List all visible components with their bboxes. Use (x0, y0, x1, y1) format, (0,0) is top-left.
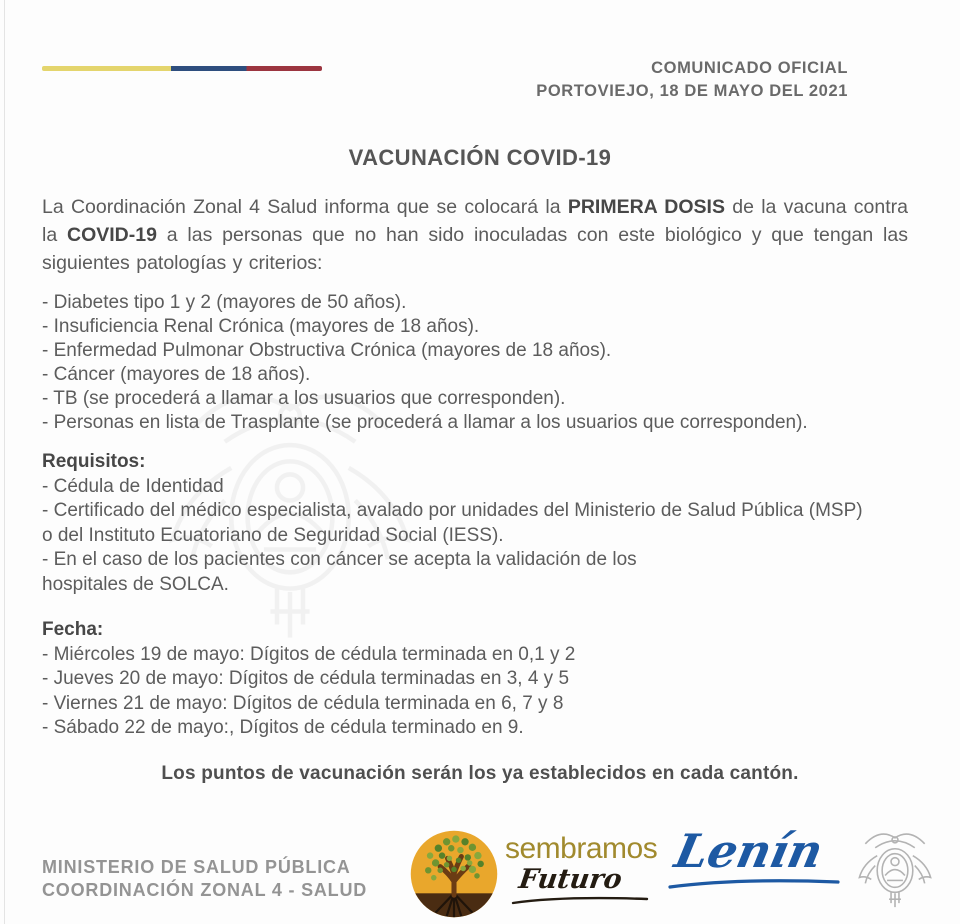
requisitos-section (42, 450, 863, 597)
pathology-item: - Personas en lista de Trasplante (se procederá a llamar a los usuarios que corresponden). (42, 412, 808, 433)
intro-paragraph (42, 193, 908, 277)
sembramos-wordmark: sembramos (505, 832, 658, 865)
lenin-signature (668, 826, 848, 890)
intro-text-1: La Coordinación Zonal 4 Salud informa que se colocará la (42, 196, 568, 218)
fecha-section (42, 618, 575, 741)
lenin-wordmark: Lenín (670, 824, 828, 878)
fecha-line: - Sábado 22 de mayo:, Dígitos de cédula terminado en 9. (42, 717, 524, 738)
pathology-item: - Cáncer (mayores de 18 años). (42, 364, 311, 385)
comunicado-oficial-label: COMUNICADO OFICIAL (651, 59, 848, 77)
sembramos-futuro-logo (505, 834, 665, 905)
document-title: VACUNACIÓN COVID-19 (348, 145, 612, 170)
requisito-line: o del Instituto Ecuatoriano de Seguridad Social (IESS). (42, 524, 504, 546)
pathology-item: - TB (se procederá a llamar a los usuarios que corresponden). (42, 388, 566, 409)
lenin-underline-stroke (668, 876, 848, 890)
futuro-underline-stroke (511, 895, 651, 905)
requisito-line: - En el caso de los pacientes con cáncer se acepta la validación de los (42, 549, 637, 570)
requisito-line: - Certificado del médico especialista, avalado por unidades del Ministerio de Salud Pública (MSP) (42, 500, 863, 521)
ecuador-coat-of-arms-icon (844, 826, 946, 920)
pathology-item: - Diabetes tipo 1 y 2 (mayores de 50 años). (42, 292, 407, 313)
footer (0, 822, 960, 924)
closing-note: Los puntos de vacunación serán los ya establecidos en cada cantón. (161, 763, 799, 784)
requisito-line: - Cédula de Identidad (42, 475, 224, 497)
pathology-item: - Insuficiencia Renal Crónica (mayores de 18 años). (42, 316, 480, 337)
futuro-wordmark: Futuro (516, 864, 624, 895)
ministry-block (42, 856, 367, 902)
pathology-item: - Enfermedad Pulmonar Obstructiva Crónica (mayores de 18 años). (42, 340, 612, 361)
intro-text-2: de la vacuna contra la (42, 196, 909, 246)
scan-edge-line (4, 0, 5, 924)
covid19-bold: COVID-19 (67, 224, 157, 246)
ministry-line-2: COORDINACIÓN ZONAL 4 - SALUD (42, 880, 368, 900)
fecha-line: - Viernes 21 de mayo: Dígitos de cédula terminada en 6, 7 y 8 (42, 692, 564, 714)
fecha-heading: Fecha: (42, 619, 104, 640)
fecha-line: - Jueves 20 de mayo: Dígitos de cédula terminadas en 3, 4 y 5 (42, 668, 570, 689)
fecha-line: - Miércoles 19 de mayo: Dígitos de cédula terminada en 0,1 y 2 (42, 643, 576, 665)
tree-in-circle-logo-icon (408, 828, 500, 920)
intro-text-3: a las personas que no han sido inoculadas con este biológico y que tengan las siguientes patologías y criterios: (42, 224, 908, 274)
primera-dosis-bold: PRIMERA DOSIS (567, 196, 725, 218)
ministry-line-1: MINISTERIO DE SALUD PÚBLICA (42, 857, 351, 877)
header-block (536, 57, 848, 103)
pathology-list (42, 291, 808, 435)
requisitos-heading: Requisitos: (42, 451, 146, 472)
requisito-line: hospitales de SOLCA. (42, 573, 229, 595)
ecuador-flag-bar-icon (42, 66, 322, 71)
place-date-label: PORTOVIEJO, 18 DE MAYO DEL 2021 (536, 82, 848, 100)
